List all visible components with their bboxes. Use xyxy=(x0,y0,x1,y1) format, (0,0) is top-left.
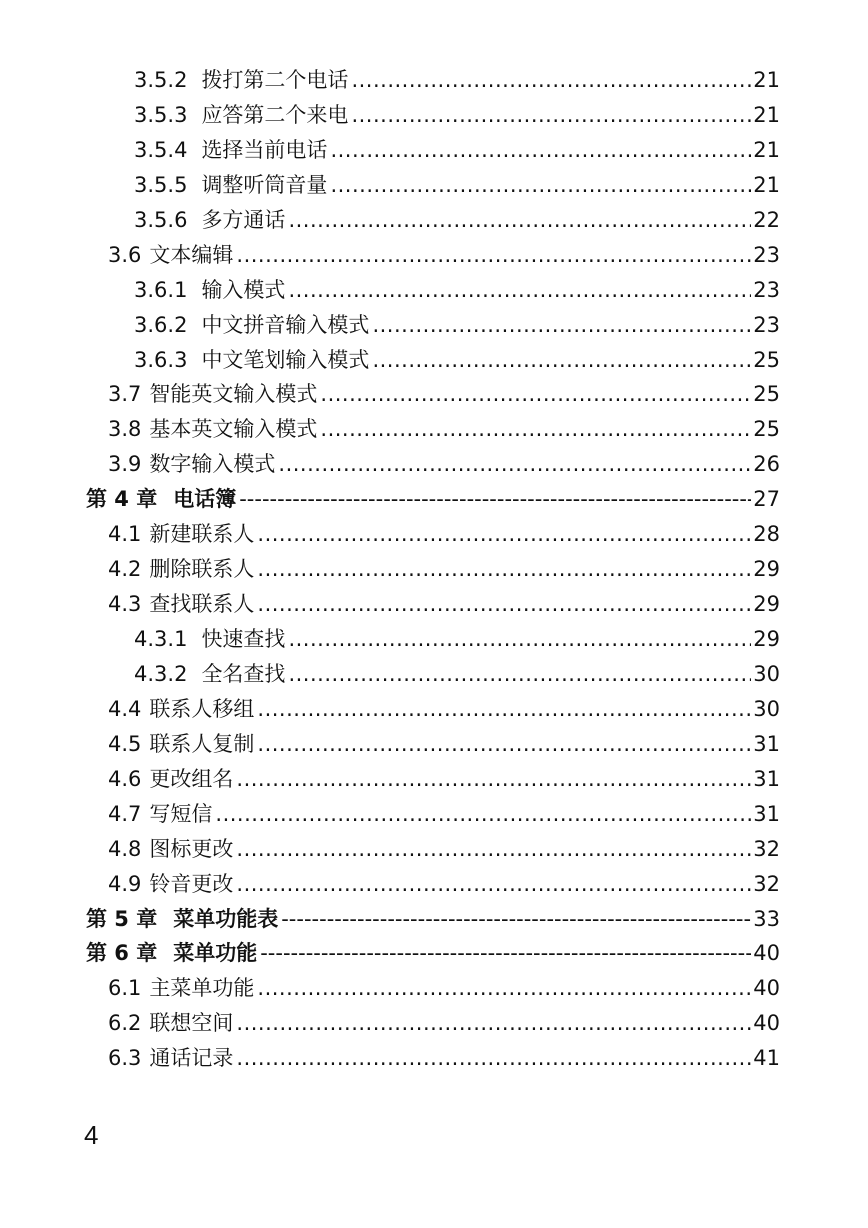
toc-entry-page: 40 xyxy=(753,1011,780,1036)
toc-row xyxy=(0,552,868,587)
toc-row xyxy=(0,902,868,937)
toc-entry-link[interactable] xyxy=(134,622,780,657)
toc-row xyxy=(0,832,868,867)
toc-dot-leader xyxy=(257,517,751,552)
toc-entry-title: 中文笔划输入模式 xyxy=(201,347,370,372)
toc-entry-page: 41 xyxy=(753,1046,780,1071)
toc-dot-leader xyxy=(236,1041,751,1076)
toc-entry-page: 21 xyxy=(753,172,780,197)
toc-entry-link[interactable] xyxy=(134,273,780,308)
toc-chapter-title: 电话簿 xyxy=(173,487,237,512)
toc-entry-number: 6.2 xyxy=(108,1011,142,1036)
toc-row xyxy=(0,1041,868,1076)
toc-entry-page: 25 xyxy=(753,382,780,407)
toc-chapter-link[interactable] xyxy=(86,482,780,517)
toc-row xyxy=(0,203,868,238)
toc-row xyxy=(0,692,868,727)
toc-entry-title: 应答第二个来电 xyxy=(201,102,349,127)
toc-row xyxy=(0,343,868,378)
toc-entry-page: 40 xyxy=(753,941,780,966)
toc-entry-page: 23 xyxy=(753,312,780,337)
toc-entry-number: 3.6 xyxy=(108,242,142,267)
toc-entry-title: 铃音更改 xyxy=(149,871,234,896)
toc-entry-number: 3.6.1 xyxy=(134,277,188,302)
toc-entry-title: 中文拼音输入模式 xyxy=(201,312,370,337)
toc-row xyxy=(0,273,868,308)
toc-entry-number: 4.7 xyxy=(108,801,142,826)
toc-dot-leader xyxy=(236,238,751,273)
toc-entry-title: 多方通话 xyxy=(201,207,286,232)
toc-dot-leader xyxy=(236,832,751,867)
toc-entry-page: 31 xyxy=(753,766,780,791)
toc-dot-leader xyxy=(288,203,751,238)
toc-row xyxy=(0,727,868,762)
toc-entry-page: 21 xyxy=(753,102,780,127)
toc-dot-leader xyxy=(372,343,751,378)
toc-dot-leader xyxy=(330,168,751,203)
toc-dot-leader xyxy=(236,762,751,797)
toc-entry-link[interactable] xyxy=(108,1041,780,1076)
toc-entry-title: 拨打第二个电话 xyxy=(201,68,349,92)
toc-chapter-link[interactable] xyxy=(86,902,780,937)
toc-entry-number: 3.5.4 xyxy=(134,137,188,162)
toc-row xyxy=(0,447,868,482)
toc-dot-leader xyxy=(372,308,751,343)
toc-entry-link[interactable] xyxy=(108,447,780,482)
toc-entry-number: 4.2 xyxy=(108,557,142,582)
toc-entry-page: 26 xyxy=(753,452,780,477)
toc-entry-title: 主菜单功能 xyxy=(149,976,255,1001)
toc-dot-leader xyxy=(288,657,751,692)
toc-entry-title: 选择当前电话 xyxy=(201,137,328,162)
toc-entry-page: 23 xyxy=(753,242,780,267)
toc-entry-page: 25 xyxy=(753,347,780,372)
toc-dot-leader xyxy=(257,971,751,1006)
toc-dot-leader xyxy=(320,377,751,412)
toc-row xyxy=(0,762,868,797)
toc-entry-title: 基本英文输入模式 xyxy=(149,417,318,442)
toc-entry-number: 3.5.3 xyxy=(134,102,188,127)
toc-row xyxy=(0,797,868,832)
toc-entry-link[interactable] xyxy=(134,168,780,203)
toc-dot-leader xyxy=(330,133,751,168)
toc-dot-leader xyxy=(351,98,751,133)
toc-entry-number: 4.3.2 xyxy=(134,661,188,686)
toc-entry-title: 数字输入模式 xyxy=(149,452,276,477)
toc-entry-number: 4.8 xyxy=(108,836,142,861)
toc-entry-page: 28 xyxy=(753,522,780,547)
toc-dash-leader xyxy=(239,482,751,517)
toc-dot-leader xyxy=(351,63,751,98)
toc-dash-leader xyxy=(260,936,751,971)
toc-entry-link[interactable] xyxy=(108,762,780,797)
toc-dot-leader xyxy=(257,587,751,622)
toc-entry-page: 25 xyxy=(753,417,780,442)
toc-entry-title: 联系人复制 xyxy=(149,731,255,756)
toc-entry-title: 快速查找 xyxy=(201,627,286,651)
toc-entry-number: 3.7 xyxy=(108,382,142,407)
toc-entry-title: 图标更改 xyxy=(149,836,234,861)
toc-row xyxy=(0,98,868,133)
toc-dash-leader xyxy=(281,902,751,937)
toc-row xyxy=(0,657,868,692)
toc-entry-number: 3.6.3 xyxy=(134,347,188,372)
toc-entry-number: 4.9 xyxy=(108,871,142,896)
toc-row xyxy=(0,377,868,412)
toc-entry-link[interactable] xyxy=(134,98,780,133)
toc-entry-number: 4.3 xyxy=(108,592,142,617)
toc-entry-link[interactable] xyxy=(134,63,780,98)
table-of-contents xyxy=(0,63,868,1076)
toc-row xyxy=(0,133,868,168)
toc-row xyxy=(0,168,868,203)
toc-chapter-link[interactable] xyxy=(86,936,780,971)
toc-entry-number: 6.3 xyxy=(108,1046,142,1071)
toc-entry-number: 4.1 xyxy=(108,522,142,547)
toc-entry-link[interactable] xyxy=(134,343,780,378)
toc-entry-number: 6.1 xyxy=(108,976,142,1001)
toc-entry-title: 全名查找 xyxy=(201,661,286,686)
toc-entry-link[interactable] xyxy=(108,867,780,902)
toc-entry-page: 31 xyxy=(753,801,780,826)
toc-entry-link[interactable] xyxy=(108,517,780,552)
toc-dot-leader xyxy=(215,797,751,832)
toc-entry-page: 32 xyxy=(753,871,780,896)
toc-row xyxy=(0,867,868,902)
toc-entry-link[interactable] xyxy=(108,377,780,412)
toc-row xyxy=(0,482,868,517)
toc-entry-number: 4.4 xyxy=(108,696,142,721)
toc-entry-page: 40 xyxy=(753,976,780,1001)
toc-entry-number: 3.5.2 xyxy=(134,68,188,92)
toc-entry-title: 删除联系人 xyxy=(149,557,255,582)
toc-entry-title: 联想空间 xyxy=(149,1011,234,1036)
toc-entry-link[interactable] xyxy=(108,692,780,727)
toc-entry-link[interactable] xyxy=(108,797,780,832)
toc-chapter-number: 第 6 章 xyxy=(86,941,158,966)
toc-entry-number: 4.6 xyxy=(108,766,142,791)
toc-entry-link[interactable] xyxy=(108,971,780,1006)
toc-entry-title: 查找联系人 xyxy=(149,592,255,617)
toc-entry-page: 23 xyxy=(753,277,780,302)
toc-entry-title: 文本编辑 xyxy=(149,242,234,267)
toc-entry-page: 27 xyxy=(753,487,780,512)
toc-entry-page: 30 xyxy=(753,696,780,721)
toc-entry-link[interactable] xyxy=(108,1006,780,1041)
toc-chapter-number: 第 4 章 xyxy=(86,487,158,512)
toc-entry-title: 新建联系人 xyxy=(149,522,255,547)
toc-entry-page: 29 xyxy=(753,627,780,651)
toc-row xyxy=(0,238,868,273)
toc-entry-title: 智能英文输入模式 xyxy=(149,382,318,407)
toc-entry-page: 21 xyxy=(753,137,780,162)
toc-dot-leader xyxy=(257,692,751,727)
toc-dot-leader xyxy=(288,622,751,657)
toc-entry-number: 4.5 xyxy=(108,731,142,756)
toc-entry-number: 3.8 xyxy=(108,417,142,442)
toc-entry-title: 写短信 xyxy=(149,801,213,826)
toc-entry-page: 22 xyxy=(753,207,780,232)
toc-entry-title: 通话记录 xyxy=(149,1046,234,1071)
toc-row xyxy=(0,63,868,98)
toc-dot-leader xyxy=(236,867,751,902)
toc-dot-leader xyxy=(288,273,751,308)
toc-entry-page: 29 xyxy=(753,557,780,582)
toc-chapter-title: 菜单功能表 xyxy=(173,906,279,931)
toc-row xyxy=(0,622,868,657)
toc-entry-link[interactable] xyxy=(108,552,780,587)
toc-entry-link[interactable] xyxy=(134,203,780,238)
toc-entry-link[interactable] xyxy=(134,308,780,343)
toc-dot-leader xyxy=(320,412,751,447)
toc-entry-link[interactable] xyxy=(134,133,780,168)
toc-entry-number: 3.6.2 xyxy=(134,312,188,337)
toc-entry-link[interactable] xyxy=(108,727,780,762)
toc-entry-title: 输入模式 xyxy=(201,277,286,302)
toc-entry-number: 3.9 xyxy=(108,452,142,477)
toc-entry-page: 32 xyxy=(753,836,780,861)
toc-row xyxy=(0,971,868,1006)
toc-row xyxy=(0,517,868,552)
toc-entry-page: 21 xyxy=(753,68,780,92)
toc-entry-number: 3.5.6 xyxy=(134,207,188,232)
toc-dot-leader xyxy=(236,1006,751,1041)
toc-row xyxy=(0,936,868,971)
toc-entry-link[interactable] xyxy=(108,587,780,622)
toc-chapter-number: 第 5 章 xyxy=(86,906,158,931)
toc-entry-page: 33 xyxy=(753,906,780,931)
toc-dot-leader xyxy=(257,552,751,587)
toc-entry-number: 3.5.5 xyxy=(134,172,188,197)
toc-chapter-title: 菜单功能 xyxy=(173,941,258,966)
toc-entry-title: 联系人移组 xyxy=(149,696,255,721)
toc-entry-number: 4.3.1 xyxy=(134,627,188,651)
toc-entry-title: 更改组名 xyxy=(149,766,234,791)
toc-dot-leader xyxy=(278,447,751,482)
toc-row xyxy=(0,587,868,622)
toc-row xyxy=(0,308,868,343)
toc-row xyxy=(0,1006,868,1041)
toc-entry-title: 调整听筒音量 xyxy=(201,172,328,197)
toc-entry-page: 30 xyxy=(753,661,780,686)
toc-entry-page: 31 xyxy=(753,731,780,756)
toc-entry-link[interactable] xyxy=(134,657,780,692)
page-number: 4 xyxy=(84,1120,99,1150)
toc-entry-link[interactable] xyxy=(108,238,780,273)
toc-dot-leader xyxy=(257,727,751,762)
toc-entry-page: 29 xyxy=(753,592,780,617)
toc-row xyxy=(0,412,868,447)
toc-entry-link[interactable] xyxy=(108,832,780,867)
toc-entry-link[interactable] xyxy=(108,412,780,447)
